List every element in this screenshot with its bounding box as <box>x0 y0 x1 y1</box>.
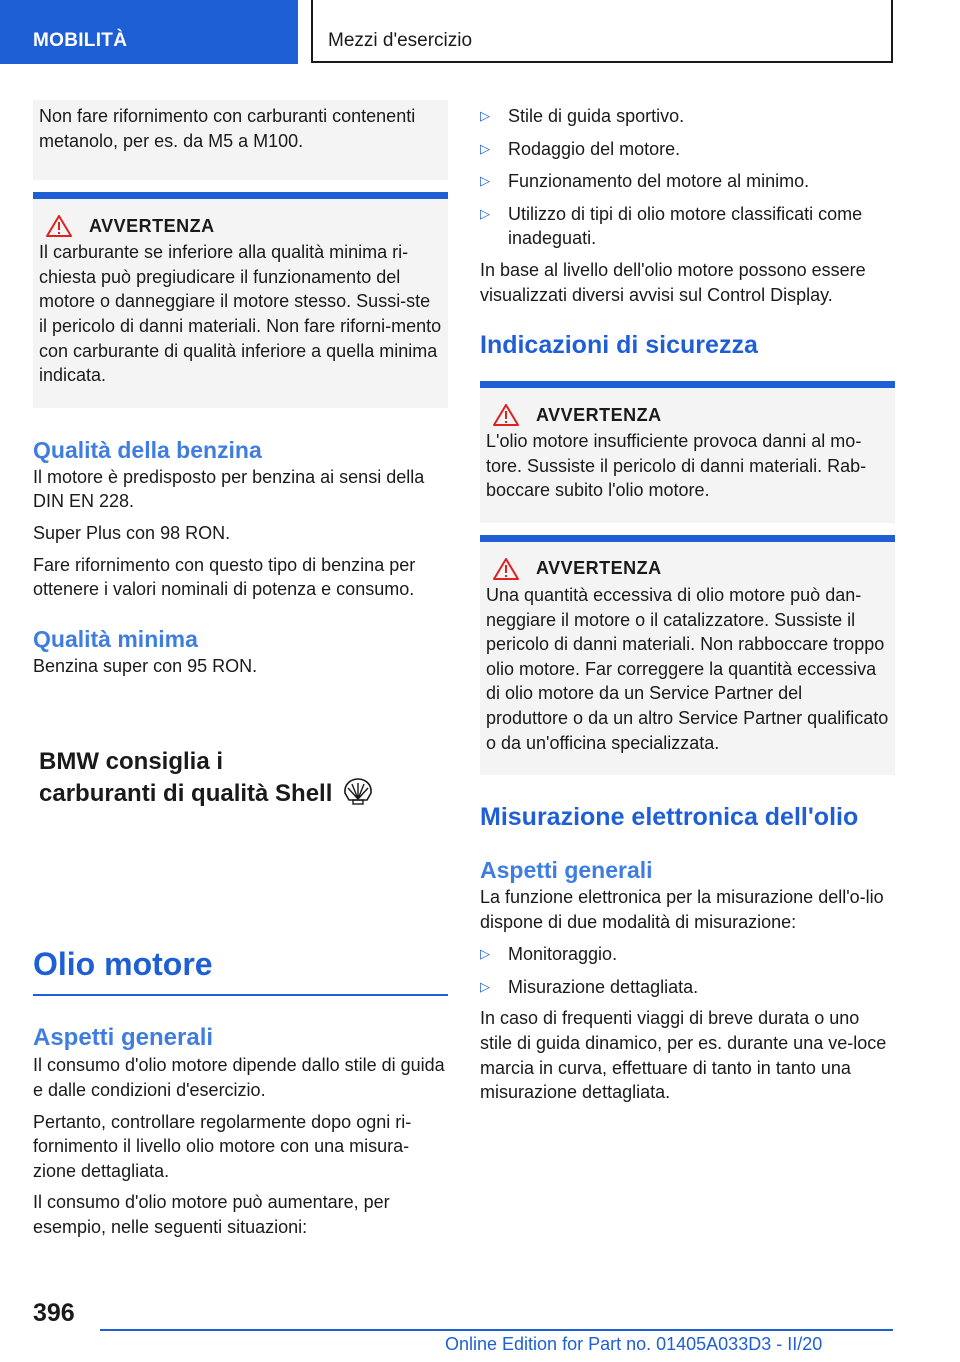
petrol-text-1: Il motore è predisposto per benzina ai sensi della DIN EN 228. <box>33 466 425 512</box>
shell-line-2: carburanti di qualità Shell <box>39 777 448 809</box>
petrol-text-2: Super Plus con 98 RON. <box>33 522 231 543</box>
left-column <box>33 100 448 1239</box>
warning-box-low-oil <box>480 381 895 523</box>
warning-text: L'olio motore insufficiente provoca danni al mo-tore. Sussiste il pericolo di danni materiali. Rab-boccare subito l'olio motore. <box>486 431 867 501</box>
warning-title: AVVERTENZA <box>486 404 889 426</box>
oil-level-text: In base al livello dell'olio motore possono essere visualizzati diversi avvisi sul Control Display. <box>480 259 866 305</box>
list-item: ▷ Utilizzo di tipi di olio motore classificati come inadeguati. <box>480 202 895 251</box>
list-item: ▷ Funzionamento del motore al minimo. <box>480 169 895 194</box>
warning-title: AVVERTENZA <box>39 215 442 237</box>
note-box <box>33 100 448 180</box>
warning-box-excess-oil <box>480 535 895 775</box>
oil-text-2: Pertanto, controllare regolarmente dopo ogni ri-fornimento il livello olio motore con una misura-zione dettagliata. <box>33 1111 412 1181</box>
warning-triangle-icon <box>493 404 519 426</box>
right-column <box>480 104 895 1105</box>
warning-title: AVVERTENZA <box>486 558 889 580</box>
footer-edition: Online Edition for Part no. 01405A033D3 - II/20 <box>445 1334 823 1354</box>
note-text: Non fare rifornimento con carburanti contenenti metanolo, per es. da M5 a M100. <box>39 106 416 151</box>
bullet-icon: ▷ <box>480 946 490 962</box>
bullet-icon: ▷ <box>480 978 490 994</box>
shell-logo-icon <box>342 777 374 805</box>
section-tab <box>0 0 298 64</box>
section-title: MOBILITÀ <box>33 30 128 51</box>
safety-heading: Indicazioni di sicurezza <box>480 331 758 360</box>
minimum-quality-heading: Qualità minima <box>33 625 198 652</box>
electronic-general-heading: Aspetti generali <box>480 857 653 884</box>
oil-general-heading: Aspetti generali <box>33 1024 214 1052</box>
list-item: ▷ Monitoraggio. <box>480 942 895 967</box>
bullet-icon: ▷ <box>480 205 490 221</box>
page-number: 396 <box>33 1299 75 1327</box>
bullet-icon: ▷ <box>480 173 490 189</box>
shell-line-1: BMW consiglia i <box>39 748 224 776</box>
chapter-tab <box>311 0 893 63</box>
petrol-quality-heading: Qualità della benzina <box>33 436 262 463</box>
warning-text: Il carburante se inferiore alla qualità minima ri-chiesta può pregiudicare il funzionamento del motore o danneggiare il motore stesso. Sussi-ste il pericolo di danni materiali. Non fare riforni-mento con carburante di qualità inferiore a quella minima indicata. <box>39 242 442 386</box>
oil-chapter-title: Olio motore <box>33 944 448 996</box>
bullet-icon: ▷ <box>480 108 490 123</box>
minimum-text: Benzina super con 95 RON. <box>33 655 258 676</box>
list-item: ▷ Misurazione dettagliata. <box>480 975 895 1000</box>
oil-text-1: Il consumo d'olio motore dipende dallo stile di guida e dalle condizioni d'esercizio. <box>33 1055 445 1100</box>
electronic-text-1: La funzione elettronica per la misurazione dell'o-lio dispone di due modalità di misurazione: <box>480 887 884 932</box>
electronic-measurement-heading: Misurazione elettronica dell'olio <box>480 803 859 832</box>
oil-text-3: Il consumo d'olio motore può aumentare, per esempio, nelle seguenti situazioni: <box>33 1192 390 1237</box>
warning-triangle-icon <box>493 558 519 580</box>
warning-triangle-icon <box>46 215 72 237</box>
list-item: ▷ Stile di guida sportivo. <box>480 104 895 129</box>
warning-box-fuel <box>33 192 448 408</box>
warning-text: Una quantità eccessiva di olio motore può dan-neggiare il motore o il catalizzatore. Sussiste il pericolo di danni materiali. Non rabboccare troppo olio motore. Far correggere la quantità eccessiva di olio motore da un Service Partner del produttore o da un altro Service Partner qualificato o da un'officina specializzata. <box>486 584 889 753</box>
chapter-title: Mezzi d'esercizio <box>328 30 473 51</box>
list-item: ▷ Rodaggio del motore. <box>480 137 895 162</box>
petrol-text-3: Fare rifornimento con questo tipo di benzina per ottenere i valori nominali di potenza e consumo. <box>33 554 416 600</box>
electronic-text-2: In caso di frequenti viaggi di breve durata o uno stile di guida dinamico, per es. durante una ve-loce marcia in curva, effettuare di tanto in tanto una misurazione dettagliata. <box>480 1008 887 1103</box>
footer-divider <box>100 1329 893 1331</box>
bullet-icon: ▷ <box>480 140 490 156</box>
shell-recommendation <box>33 746 448 809</box>
